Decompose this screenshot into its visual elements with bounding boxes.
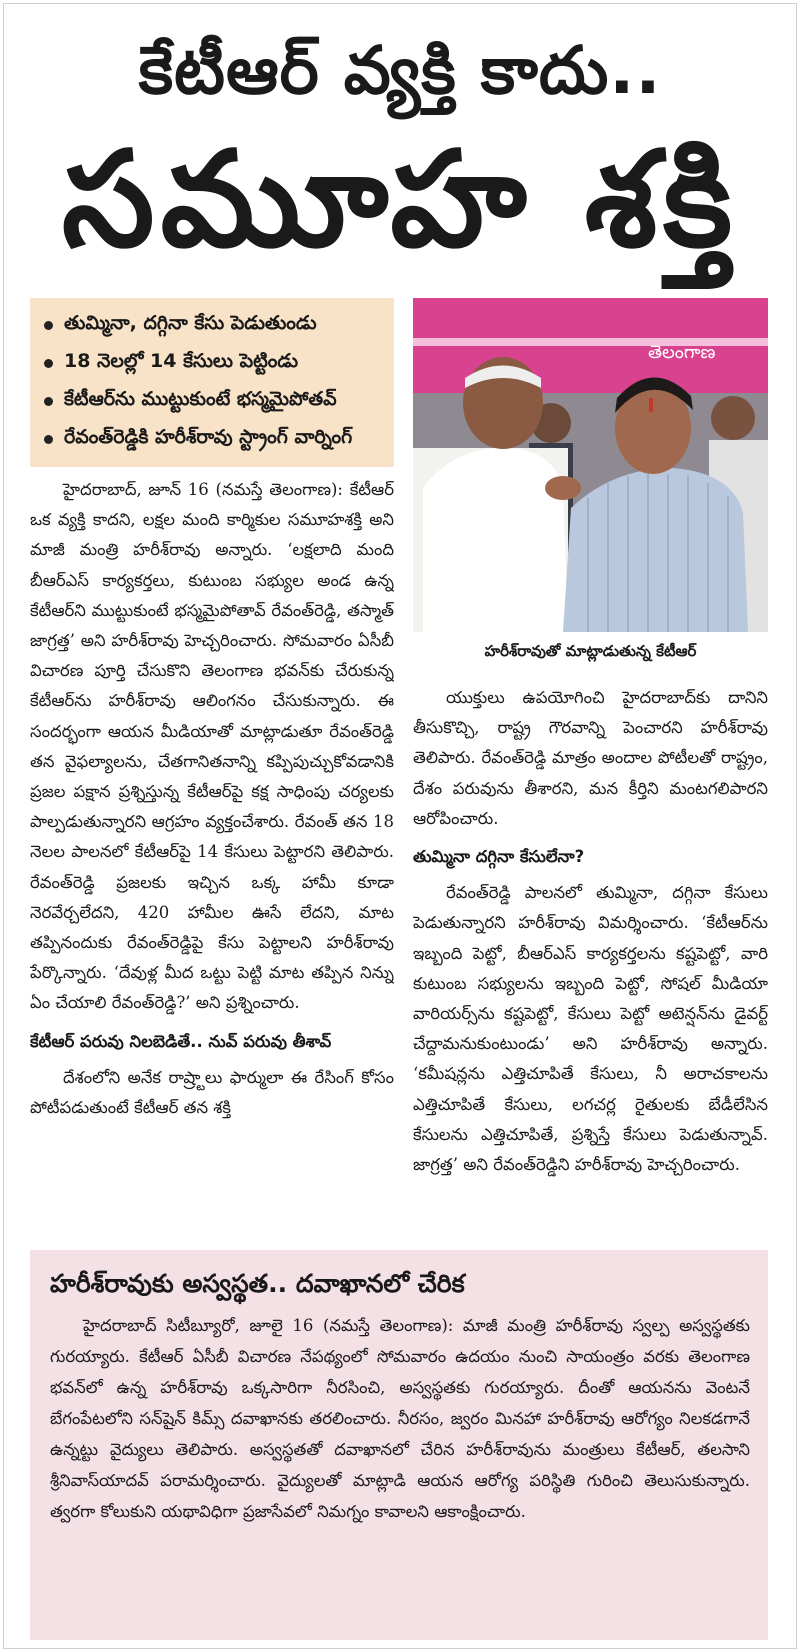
article-paragraph: రేవంత్‌రెడ్డి పాలనలో తుమ్మినా, దగ్గినా కేసులు పెడుతున్నారని హరీశ్‌రావు విమర్శించారు. ‘కేటీఆర్‌ను ఇబ్బంది పెట్టో, బీఆర్‌ఎస్ కార్యకర్తలను కష్టపెట్టో, వారి కుటుంబ సభ్యులను ఇబ్బంది పెట్టో, సోషల్ మీడియా వారియర్స్‌ను కష్టపెట్టో, కేసులు పెట్టో అటెన్షన్‌ను డైవర్ట్ చేద్దామనుకుంటుండు’ అని హరీశ్‌రావు అన్నారు. ‘కమీషన్లను ఎత్తిచూపితే కేసులు, నీ అరాచకాలను ఎత్తిచూపితే కేసులు, లగచర్ల రైతులకు బేడీలేసిన కేసులను ఎత్తిచూపితే, ప్రశ్నిస్తే కేసులు పెడుతున్నావ్. జాగ్రత్త’ అని రేవంత్‌రెడ్డిని హరీశ్‌రావు హెచ్చరించారు. — [413, 883, 768, 1175]
highlight-item: తుమ్మినా, దగ్గినా కేసు పెడుతుండు — [44, 306, 386, 344]
highlight-item: కేటీఆర్‌ను ముట్టుకుంటే భస్మమైపోతవ్ — [44, 382, 386, 420]
boxed-story-title: హరీశ్‌రావుకు అస్వస్థత.. దవాఖానలో చేరిక — [50, 1269, 465, 1298]
article-paragraph: యుక్తులు ఉపయోగించి హైదరాబాద్‌కు దానిని తీసుకొచ్చి, రాష్ట్ర గౌరవాన్ని పెంచారని హరీశ్‌రావు తెలిపారు. రేవంత్‌రెడ్డి మాత్రం అందాల పోటీలతో రాష్ట్రం, దేశం పరువును తీశారని, మన కీర్తిని మంటగలిపారని ఆరోపించారు. — [413, 688, 768, 828]
article-paragraph: హైదరాబాద్, జూన్ 16 (నమస్తే తెలంగాణ): కేటీఆర్ ఒక వ్యక్తి కాదని, లక్షల మంది కార్మికుల సమూహశక్తి అని మాజీ మంత్రి హరీశ్‌రావు అన్నారు. ‘లక్షలాది మంది బీఆర్‌ఎస్ కార్యకర్తలు, కుటుంబ సభ్యుల అండ ఉన్న కేటీఆర్‌ని ముట్టుకుంటే భస్మమైపోతావ్ రేవంత్‌రెడ్డి, తస్మాత్ జాగ్రత్త’ అని హరీశ్‌రావు హెచ్చరించారు. సోమవారం ఏసీబీ విచారణ పూర్తి చేసుకొని తెలంగాణ భవన్‌కు చేరుకున్న కేటీఆర్‌ను హరీశ్‌రావు ఆలింగనం చేసుకున్నారు. ఈ సందర్భంగా ఆయన మీడియాతో మాట్లాడుతూ రేవంత్‌రెడ్డి తన వైఫల్యాలను, చేతగానితనాన్ని కప్పిపుచ్చుకోవడానికి ప్రజల పక్షాన ప్రశ్నిస్తున్న కేటీఆర్‌పై కక్ష సాధింపు చర్యలకు పాల్పడుతున్నారని ఆగ్రహం వ్యక్తంచేశారు. రేవంత్ తన 18 నెలల పాలనలో కేటీఆర్‌పై 14 కేసులు పెట్టారని తెలిపారు. రేవంత్‌రెడ్డి ప్రజలకు ఇచ్చిన ఒక్క హామీ కూడా నెరవేర్చలేదని, 420 హామీల ఊసే లేదని, మాట తప్పినందుకు రేవంత్‌రెడ్డిపై కేసు పెట్టాలని హరీశ్‌రావు పేర్కొన్నారు. ‘దేవుళ్ల మీద ఒట్టు పెట్టి మాట తప్పిన నిన్ను ఏం చేయాలి రేవంత్‌రెడ్డి?’ అని ప్రశ్నించారు. — [30, 480, 394, 1013]
bullet-icon — [44, 435, 53, 444]
article-subheading: కేటీఆర్ పరువు నిలబెడితే.. నువ్ పరువు తీశావ్ — [30, 1031, 332, 1051]
photo-illustration — [413, 298, 768, 632]
photo-caption: హరీశ్‌రావుతో మాట్లాడుతున్న కేటీఆర్ — [484, 642, 697, 660]
article-paragraph: దేశంలోని అనేక రాష్ర్టాలు ఫార్ములా ఈ రేసింగ్ కోసం పోటీపడుతుంటే కేటీఆర్ తన శక్తి — [30, 1067, 394, 1118]
boxed-story — [30, 1250, 768, 1640]
banner-text: తెలంగాణ — [648, 342, 716, 363]
headline-line1: కేటీఆర్ వ్యక్తి కాదు.. — [138, 32, 662, 109]
news-photo — [413, 298, 768, 632]
bullet-icon — [44, 321, 53, 330]
article-column-2 — [413, 683, 768, 1245]
bullet-icon — [44, 397, 53, 406]
article-column-1 — [30, 475, 394, 1245]
highlights-box — [30, 298, 394, 467]
headline-line2: సమూహ శక్తి — [61, 123, 739, 277]
article-subheading: తుమ్మినా దగ్గినా కేసులేనా? — [413, 847, 585, 867]
highlight-item: 18 నెలల్లో 14 కేసులు పెట్టిండు — [44, 344, 386, 382]
highlight-item: రేవంత్‌రెడ్డికి హరీశ్‌రావు స్ట్రాంగ్ వార్నింగ్ — [44, 420, 386, 458]
boxed-story-body: హైదరాబాద్ సిటీబ్యూరో, జూలై 16 (నమస్తే తెలంగాణ): మాజీ మంత్రి హరీశ్‌రావు స్వల్ప అస్వస్థతకు గురయ్యారు. కేటీఆర్ ఏసీబీ విచారణ నేపథ్యంలో సోమవారం ఉదయం నుంచి సాయంత్రం వరకు తెలంగాణ భవన్‌లో ఉన్న హరీశ్‌రావు ఒక్కసారిగా నీరసించి, అస్వస్థతకు గురయ్యారు. దీంతో ఆయనను వెంటనే బేగంపేటలోని సన్‌షైన్ కిమ్స్ దవాఖానకు తరలించారు. నీరసం, జ్వరం మినహా హరీశ్‌రావు ఆరోగ్యం నిలకడగానే ఉన్నట్టు వైద్యులు తెలిపారు. అస్వస్థతతో దవాఖానలో చేరిన హరీశ్‌రావును మంత్రులు కేటీఆర్, తలసాని శ్రీనివాస్‌యాదవ్ పరామర్శించారు. వైద్యులతో మాట్లాడి ఆయన ఆరోగ్య పరిస్థితి గురించి తెలుసుకున్నారు. త్వరగా కోలుకుని యథావిధిగా ప్రజాసేవలో నిమగ్నం కావాలని ఆకాంక్షించారు. — [50, 1316, 750, 1521]
bullet-icon — [44, 359, 53, 368]
